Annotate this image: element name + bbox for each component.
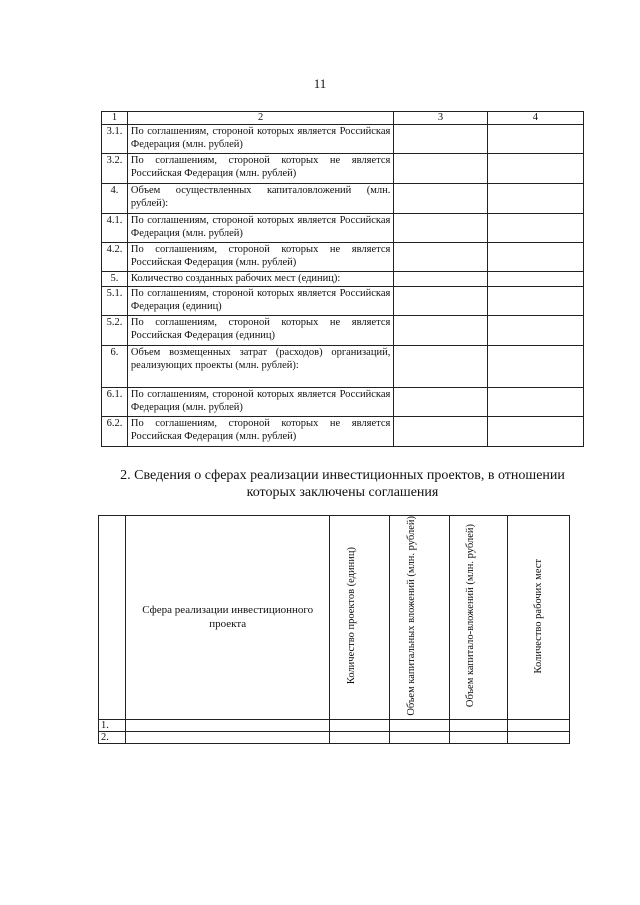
value-cell [487, 316, 583, 346]
table-row [102, 316, 584, 346]
value-cell [508, 731, 570, 743]
table-row [102, 287, 584, 316]
value-cell [487, 243, 583, 272]
value-cell [394, 388, 487, 417]
row-label: Объем осуществленных капиталовложений (млн. рублей): [127, 184, 393, 214]
value-cell [450, 731, 508, 743]
table-row [99, 731, 570, 743]
column-number-1: 1 [102, 112, 128, 125]
table-row [102, 214, 584, 243]
row-label: По соглашениям, стороной которых является Российская Федерация (млн. рублей) [127, 125, 393, 154]
table-header-row [102, 112, 584, 125]
sphere-cell [125, 719, 330, 731]
spheres-table [98, 515, 570, 744]
capital-investments-header: Объем капитальных вложений (млн. рублей) [405, 516, 417, 716]
value-cell [508, 719, 570, 731]
page-number: 11 [313, 76, 327, 91]
capital-investments-header-cell [390, 516, 450, 720]
row-label: Объем возмещенных затрат (расходов) организаций, реализующих проекты (млн. рублей): [127, 346, 393, 388]
jobs-count-header: Количество рабочих мест [533, 558, 544, 674]
value-cell [487, 346, 583, 388]
row-number: 6. [102, 346, 128, 388]
value-cell [487, 287, 583, 316]
table-row [102, 417, 584, 447]
row-label: Количество созданных рабочих мест (единиц): [127, 272, 393, 287]
row-number: 6.1. [102, 388, 128, 417]
column-number-2: 2 [127, 112, 393, 125]
value-cell [487, 388, 583, 417]
value-cell [390, 719, 450, 731]
value-cell [390, 731, 450, 743]
capital-investment-volume-header-cell [450, 516, 508, 720]
row-label: По соглашениям, стороной которых является Российская Федерация (млн. рублей) [127, 214, 393, 243]
value-cell [394, 346, 487, 388]
row-number: 5. [102, 272, 128, 287]
value-cell [394, 243, 487, 272]
sphere-header: Сфера реализации инвестиционного проекта [125, 516, 330, 720]
capital-investment-volume-header: Объем капитало-вложений (млн. рублей) [464, 524, 476, 708]
row-number: 1. [99, 719, 126, 731]
row-label: По соглашениям, стороной которых не является Российская Федерация (млн. рублей) [127, 154, 393, 184]
row-label: По соглашениям, стороной которых является Российская Федерация (млн. рублей) [127, 388, 393, 417]
value-cell [487, 272, 583, 287]
value-cell [394, 214, 487, 243]
row-number: 3.2. [102, 154, 128, 184]
column-number-4: 4 [487, 112, 583, 125]
row-number: 4.1. [102, 214, 128, 243]
projects-count-header-cell [330, 516, 390, 720]
indicators-table [101, 111, 584, 447]
row-number: 4.2. [102, 243, 128, 272]
number-header-cell [99, 516, 126, 720]
table-row [99, 719, 570, 731]
row-number: 4. [102, 184, 128, 214]
value-cell [394, 287, 487, 316]
row-number: 6.2. [102, 417, 128, 447]
table-row [102, 388, 584, 417]
row-number: 5.2. [102, 316, 128, 346]
row-label: По соглашениям, стороной которых не является Российская Федерация (млн. рублей) [127, 243, 393, 272]
row-label: По соглашениям, стороной которых является Российская Федерация (единиц) [127, 287, 393, 316]
value-cell [487, 154, 583, 184]
jobs-count-header-cell [508, 516, 570, 720]
value-cell [330, 731, 390, 743]
row-number: 3.1. [102, 125, 128, 154]
value-cell [394, 125, 487, 154]
value-cell [487, 417, 583, 447]
value-cell [394, 417, 487, 447]
value-cell [330, 719, 390, 731]
column-number-3: 3 [394, 112, 487, 125]
value-cell [394, 184, 487, 214]
table-row [102, 154, 584, 184]
table-row [102, 125, 584, 154]
table-header-row [99, 516, 570, 720]
table-row [102, 184, 584, 214]
value-cell [487, 125, 583, 154]
row-number: 5.1. [102, 287, 128, 316]
table-row [102, 272, 584, 287]
projects-count-header: Количество проектов (единиц) [345, 547, 357, 685]
value-cell [394, 154, 487, 184]
row-label: По соглашениям, стороной которых не является Российская Федерация (единиц) [127, 316, 393, 346]
value-cell [450, 719, 508, 731]
table-row [102, 346, 584, 388]
row-label: По соглашениям, стороной которых не является Российская Федерация (млн. рублей) [127, 417, 393, 447]
section-title: 2. Сведения о сферах реализации инвестиционных проектов, в отношении которых заключены соглашения [120, 468, 565, 500]
sphere-cell [125, 731, 330, 743]
table-row [102, 243, 584, 272]
value-cell [394, 272, 487, 287]
row-number: 2. [99, 731, 126, 743]
value-cell [394, 316, 487, 346]
value-cell [487, 214, 583, 243]
value-cell [487, 184, 583, 214]
